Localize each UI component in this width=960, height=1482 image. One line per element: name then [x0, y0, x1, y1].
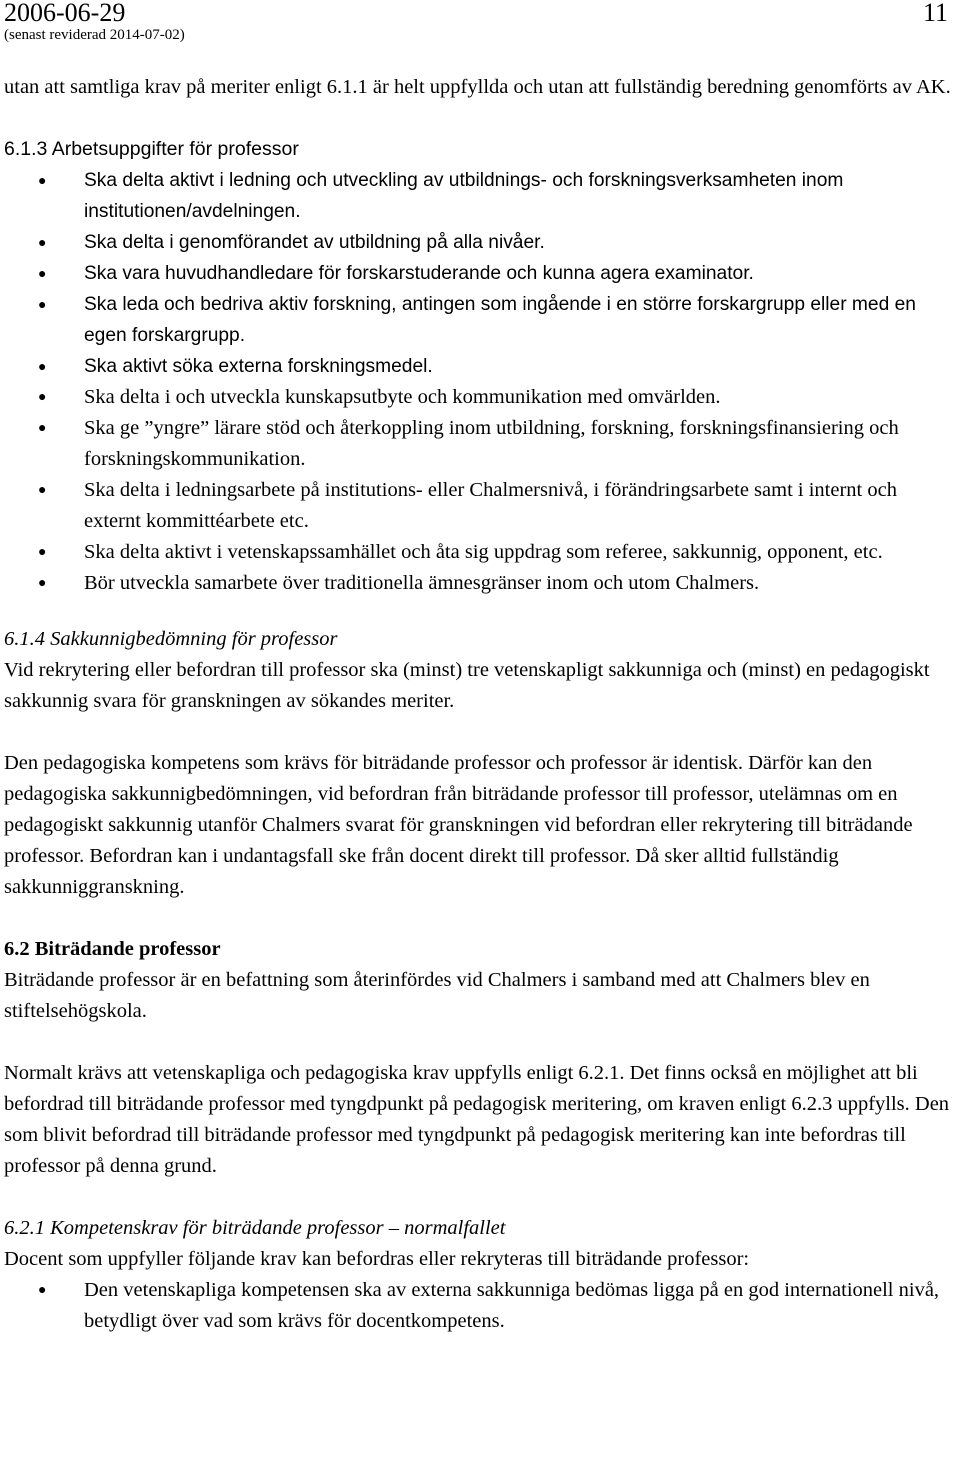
list-item: ● Ska leda och bedriva aktiv forskning, antingen som ingående i en större forskargrupp eller med en egen forskargrupp. — [4, 289, 954, 351]
header-revised: (senast reviderad 2014-07-02) — [4, 27, 185, 43]
section-6-1-3-list — [4, 165, 954, 382]
bullet-icon: ● — [38, 172, 47, 188]
section-6-1-3-list-continued — [4, 382, 954, 599]
section-6-2-heading: 6.2 Biträdande professor — [4, 938, 221, 960]
bullet-icon: ● — [38, 296, 47, 312]
bullet-icon: ● — [38, 390, 47, 405]
section-6-1-4-paragraph-1: Vid rekrytering eller befordran till professor ska (minst) tre vetenskapligt sakkunniga och (minst) en pedagogiskt sakkunnig svara för granskningen av sökandes meriter. — [4, 659, 930, 712]
list-item: ● Ska aktivt söka externa forskningsmedel. — [4, 351, 954, 382]
list-item: ● Bör utveckla samarbete över traditionella ämnesgränser inom och utom Chalmers. — [4, 568, 954, 599]
list-item: ● Ska ge ”yngre” lärare stöd och återkoppling inom utbildning, forskning, forskningsfinansiering och forskningskommunikation. — [4, 413, 954, 475]
intro-paragraph: utan att samtliga krav på meriter enligt 6.1.1 är helt uppfyllda och utan att fullständig beredning genomförts av AK. — [4, 76, 951, 98]
section-6-2-paragraph-2: Normalt krävs att vetenskapliga och pedagogiska krav uppfylls enligt 6.2.1. Det finns också en möjlighet att bli befordrad till biträdande professor med tyngdpunkt på pedagogisk meritering, om kraven enligt 6.2.3 uppfylls. Den som blivit befordrad till biträdande professor med tyngdpunkt på pedagogisk meritering kan inte befordras till professor på denna grund. — [4, 1062, 950, 1177]
list-item: ● Ska delta aktivt i vetenskapssamhället och åta sig uppdrag som referee, sakkunnig, opponent, etc. — [4, 537, 954, 568]
bullet-icon: ● — [38, 358, 47, 374]
section-6-2-1-paragraph-1: Docent som uppfyller följande krav kan befordras eller rekryteras till biträdande professor: — [4, 1248, 750, 1270]
list-item: ● Ska delta aktivt i ledning och utveckling av utbildnings- och forskningsverksamheten inom institutionen/avdelningen. — [4, 165, 954, 227]
list-item: ● Ska delta i ledningsarbete på institutions- eller Chalmersnivå, i förändringsarbete samt i internt och externt kommittéarbete etc. — [4, 475, 954, 537]
section-6-2-1-list — [4, 1275, 954, 1337]
bullet-icon: ● — [38, 1283, 47, 1298]
section-6-1-4-heading: 6.1.4 Sakkunnigbedömning för professor — [4, 628, 338, 650]
list-item: ● Ska delta i och utveckla kunskapsutbyte och kommunikation med omvärlden. — [4, 382, 954, 413]
section-6-1-4-paragraph-2: Den pedagogiska kompetens som krävs för biträdande professor och professor är identisk. Därför kan den pedagogiska sakkunnigbedömningen, vid befordran från biträdande professor till professor, utelämnas om en pedagogiskt sakkunnig utanför Chalmers svarat för granskningen vid befordran eller rekrytering till biträdande professor. Befordran kan i undantagsfall ske från docent direkt till professor. Då sker alltid fullständig sakkunniggranskning. — [4, 752, 913, 898]
bullet-icon: ● — [38, 421, 47, 436]
bullet-icon: ● — [38, 576, 47, 591]
bullet-icon: ● — [38, 234, 47, 250]
bullet-icon: ● — [38, 483, 47, 498]
list-item: ● Den vetenskapliga kompetensen ska av externa sakkunniga bedömas ligga på en god internationell nivå, betydligt över vad som krävs för docentkompetens. — [4, 1275, 954, 1337]
header-date: 2006-06-29 — [4, 0, 126, 27]
section-6-2-paragraph-1: Biträdande professor är en befattning som återinfördes vid Chalmers i samband med att Chalmers blev en stiftelsehögskola. — [4, 969, 870, 1022]
page-number: 11 — [922, 0, 948, 27]
document-body — [4, 72, 954, 1337]
bullet-icon: ● — [38, 265, 47, 281]
bullet-icon: ● — [38, 545, 47, 560]
section-6-1-3-heading: 6.1.3 Arbetsuppgifter för professor — [4, 138, 299, 160]
section-6-2-1-heading: 6.2.1 Kompetenskrav för biträdande professor – normalfallet — [4, 1217, 506, 1239]
list-item: ● Ska delta i genomförandet av utbildning på alla nivåer. — [4, 227, 954, 258]
list-item: ● Ska vara huvudhandledare för forskarstuderande och kunna agera examinator. — [4, 258, 954, 289]
